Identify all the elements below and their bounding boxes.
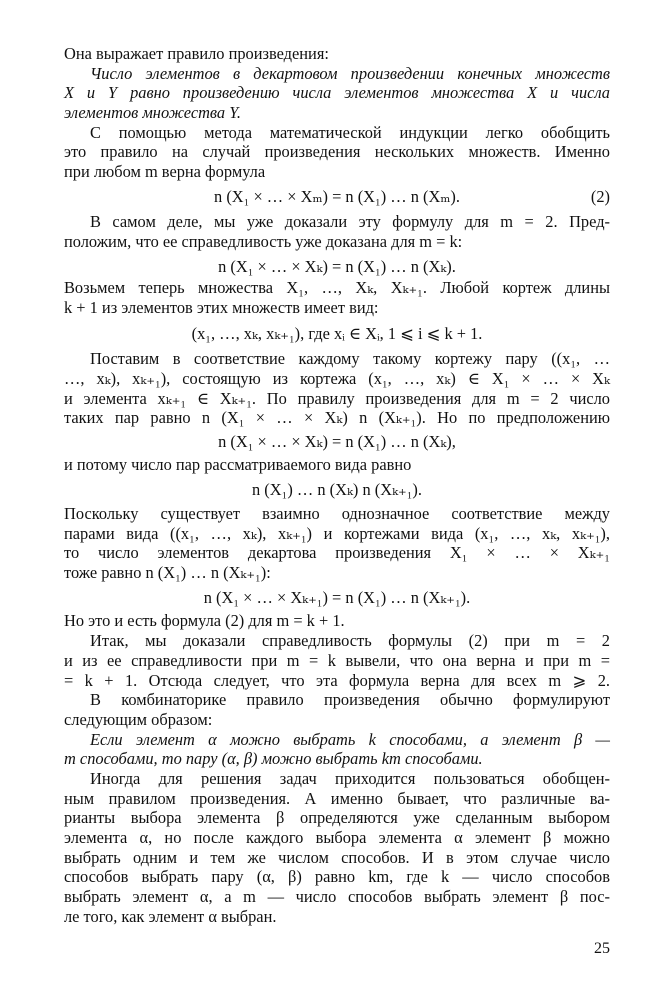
text-line: В комбинаторике правило произведения обычно формулируют: [90, 690, 610, 710]
text-line: ным правилом произведения. А именно бывает, что различные ва-: [64, 788, 610, 808]
text-line: …, xₖ), xₖ₊₁), состоящую из кортежа (x₁, …, xₖ) ∈ X₁ × … × Xₖ: [64, 368, 610, 388]
text-line: k + 1 из элементов этих множеств имеет вид:: [64, 298, 379, 318]
text-line: В самом деле, мы уже доказали эту формулу для m = 2. Пред-: [90, 212, 610, 232]
formula: n (X₁ × … × Xₘ) = n (X₁) … n (Xₘ).: [214, 187, 460, 207]
text-line: положим, что ее справедливость уже доказана для m = k:: [64, 231, 463, 251]
text-line: Возьмем теперь множества X₁, …, Xₖ, Xₖ₊₁. Любой кортеж длины: [64, 278, 610, 298]
text-line: следующим образом:: [64, 709, 213, 729]
text-line: это правило на случай произведения нескольких множеств. Именно: [64, 142, 610, 162]
text-line: выбрать элемент α, а m — число способов выбрать элемент β пос-: [64, 887, 610, 907]
text-line: Итак, мы доказали справедливость формулы (2) при m = 2: [90, 631, 610, 651]
text-line: парами вида ((x₁, …, xₖ), xₖ₊₁) и кортежами вида (x₁, …, xₖ, xₖ₊₁),: [64, 523, 610, 543]
text-line: Поскольку существует взаимно однозначное соответствие между: [64, 504, 610, 524]
text-line: ле того, как элемент α выбран.: [64, 906, 277, 926]
text-line: и из ее справедливости при m = k вывели, что она верна и при m =: [64, 650, 610, 670]
text-line: способов выбрать пару (α, β) равно km, где k — число способов: [64, 867, 610, 887]
formula: n (X₁) … n (Xₖ) n (Xₖ₊₁).: [252, 479, 422, 499]
text-line: Если элемент α можно выбрать k способами, а элемент β —: [90, 729, 610, 749]
text-line: Иногда для решения задач приходится пользоваться обобщен-: [90, 768, 610, 788]
text-line: и элемента xₖ₊₁ ∈ Xₖ₊₁. По правилу произведения для m = 2 число: [64, 388, 610, 408]
formula-line: [64, 187, 610, 207]
text-line: m способами, то пару (α, β) можно выбрать km способами.: [64, 749, 483, 769]
text-line: рианты выбора элемента β определяются уже сделанным выбором: [64, 808, 610, 828]
page-number: 25: [594, 940, 610, 957]
text-line: элементов множества Y.: [64, 103, 241, 123]
text-line: то число элементов декартова произведения X₁ × … × Xₖ₊₁: [64, 543, 610, 563]
text-line: Она выражает правило произведения:: [64, 44, 329, 63]
text-line: тоже равно n (X₁) … n (Xₖ₊₁):: [64, 563, 271, 583]
text-line: С помощью метода математической индукции легко обобщить: [90, 122, 610, 142]
text-line: X и Y равно произведению числа элементов множества X и числа: [64, 83, 610, 103]
text-line: Поставим в соответствие каждому такому кортежу пару ((x₁, …: [90, 349, 610, 369]
text-line: таких пар равно n (X₁ × … × Xₖ) n (Xₖ₊₁). Но по предположению: [64, 408, 610, 428]
text-line: при любом m верна формула: [64, 162, 266, 182]
text-line: элемента α, но после каждого выбора элемента α элемент β можно: [64, 828, 610, 848]
formula: n (X₁ × … × Xₖ) = n (X₁) … n (Xₖ).: [218, 257, 456, 276]
formula: (x₁, …, xₖ, xₖ₊₁), где xᵢ ∈ Xᵢ, 1 ⩽ i ⩽ k + 1.: [191, 324, 483, 344]
text-line: выбрать одним и тем же числом способов. И в этом случае число: [64, 847, 610, 867]
text-line: = k + 1. Отсюда следует, что эта формула верна для всех m ⩾ 2.: [64, 670, 610, 690]
text-line: и потому число пар рассматриваемого вида равно: [64, 454, 412, 474]
text-line: Но это и есть формула (2) для m = k + 1.: [64, 611, 345, 631]
text-line: Число элементов в декартовом произведении конечных множеств: [90, 63, 610, 83]
formula: n (X₁ × … × Xₖ₊₁) = n (X₁) … n (Xₖ₊₁).: [203, 588, 471, 608]
formula: n (X₁ × … × Xₖ) = n (X₁) … n (Xₖ),: [218, 431, 456, 451]
equation-number: (2): [590, 187, 610, 207]
